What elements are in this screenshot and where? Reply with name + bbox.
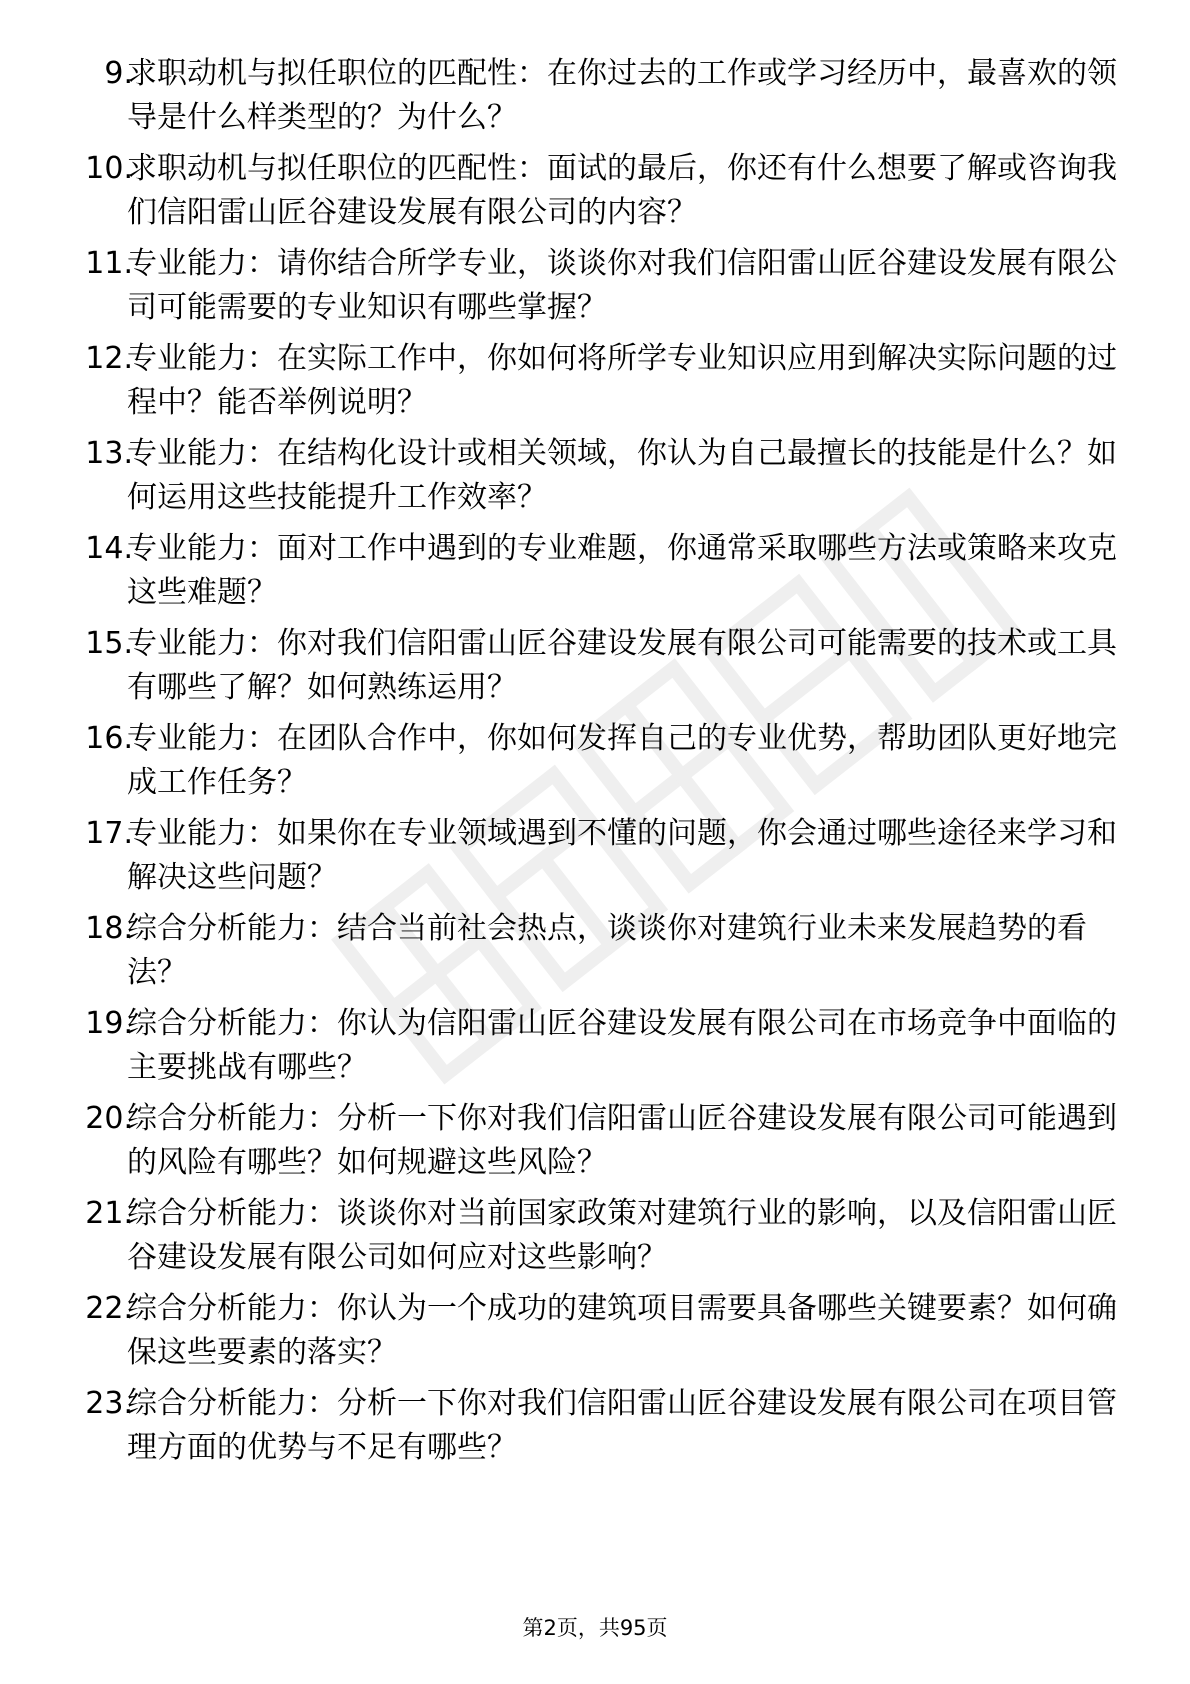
question-text: 综合分析能力：结合当前社会热点，谈谈你对建筑行业未来发展趋势的看法？	[127, 911, 1087, 990]
question-item	[0, 1382, 1190, 1477]
question-number: 20.	[85, 1101, 133, 1136]
question-item	[0, 1097, 1190, 1192]
question-item	[0, 1002, 1190, 1097]
question-number: 15.	[85, 626, 133, 661]
question-number: 16.	[85, 721, 133, 756]
question-item	[0, 52, 1190, 147]
question-item	[0, 907, 1190, 1002]
question-item	[0, 1287, 1190, 1382]
question-text: 综合分析能力：分析一下你对我们信阳雷山匠谷建设发展有限公司可能遇到的风险有哪些？如何规避这些风险？	[127, 1101, 1117, 1180]
question-number: 23.	[85, 1386, 133, 1421]
question-item	[0, 242, 1190, 337]
question-number: 22.	[85, 1291, 133, 1326]
question-text: 求职动机与拟任职位的匹配性：在你过去的工作或学习经历中，最喜欢的领导是什么样类型的？为什么？	[127, 56, 1117, 135]
question-item	[0, 812, 1190, 907]
question-text: 求职动机与拟任职位的匹配性：面试的最后，你还有什么想要了解或咨询我们信阳雷山匠谷建设发展有限公司的内容？	[127, 151, 1117, 230]
question-text: 专业能力：你对我们信阳雷山匠谷建设发展有限公司可能需要的技术或工具有哪些了解？如何熟练运用？	[127, 626, 1117, 705]
question-number: 21.	[85, 1196, 133, 1231]
question-number: 19.	[85, 1006, 133, 1041]
question-item	[0, 1192, 1190, 1287]
question-number: 9.	[104, 56, 133, 91]
page-footer	[0, 1613, 1190, 1643]
question-number: 14.	[85, 531, 133, 566]
question-text: 综合分析能力：你认为一个成功的建筑项目需要具备哪些关键要素？如何确保这些要素的落实？	[127, 1291, 1117, 1370]
question-number: 10.	[85, 151, 133, 186]
question-list	[0, 52, 1190, 1477]
question-number: 13.	[85, 436, 133, 471]
question-text: 综合分析能力：你认为信阳雷山匠谷建设发展有限公司在市场竞争中面临的主要挑战有哪些？	[127, 1006, 1117, 1085]
question-number: 17.	[85, 816, 133, 851]
question-text: 专业能力：面对工作中遇到的专业难题，你通常采取哪些方法或策略来攻克这些难题？	[127, 531, 1117, 610]
question-number: 18.	[85, 911, 133, 946]
question-item	[0, 337, 1190, 432]
question-item	[0, 432, 1190, 527]
question-item	[0, 527, 1190, 622]
page-number-label: 第2页，共95页	[522, 1616, 668, 1640]
question-text: 专业能力：请你结合所学专业，谈谈你对我们信阳雷山匠谷建设发展有限公司可能需要的专业知识有哪些掌握？	[127, 246, 1117, 325]
question-text: 专业能力：如果你在专业领域遇到不懂的问题，你会通过哪些途径来学习和解决这些问题？	[127, 816, 1117, 895]
question-item	[0, 147, 1190, 242]
question-text: 专业能力：在团队合作中，你如何发挥自己的专业优势，帮助团队更好地完成工作任务？	[127, 721, 1117, 800]
question-number: 12.	[85, 341, 133, 376]
question-text: 综合分析能力：分析一下你对我们信阳雷山匠谷建设发展有限公司在项目管理方面的优势与不足有哪些？	[127, 1386, 1117, 1465]
question-text: 专业能力：在结构化设计或相关领域，你认为自己最擅长的技能是什么？如何运用这些技能提升工作效率？	[127, 436, 1117, 515]
question-item	[0, 717, 1190, 812]
question-number: 11.	[85, 246, 133, 281]
question-text: 综合分析能力：谈谈你对当前国家政策对建筑行业的影响，以及信阳雷山匠谷建设发展有限公司如何应对这些影响？	[127, 1196, 1117, 1275]
question-item	[0, 622, 1190, 717]
question-text: 专业能力：在实际工作中，你如何将所学专业知识应用到解决实际问题的过程中？能否举例说明？	[127, 341, 1117, 420]
